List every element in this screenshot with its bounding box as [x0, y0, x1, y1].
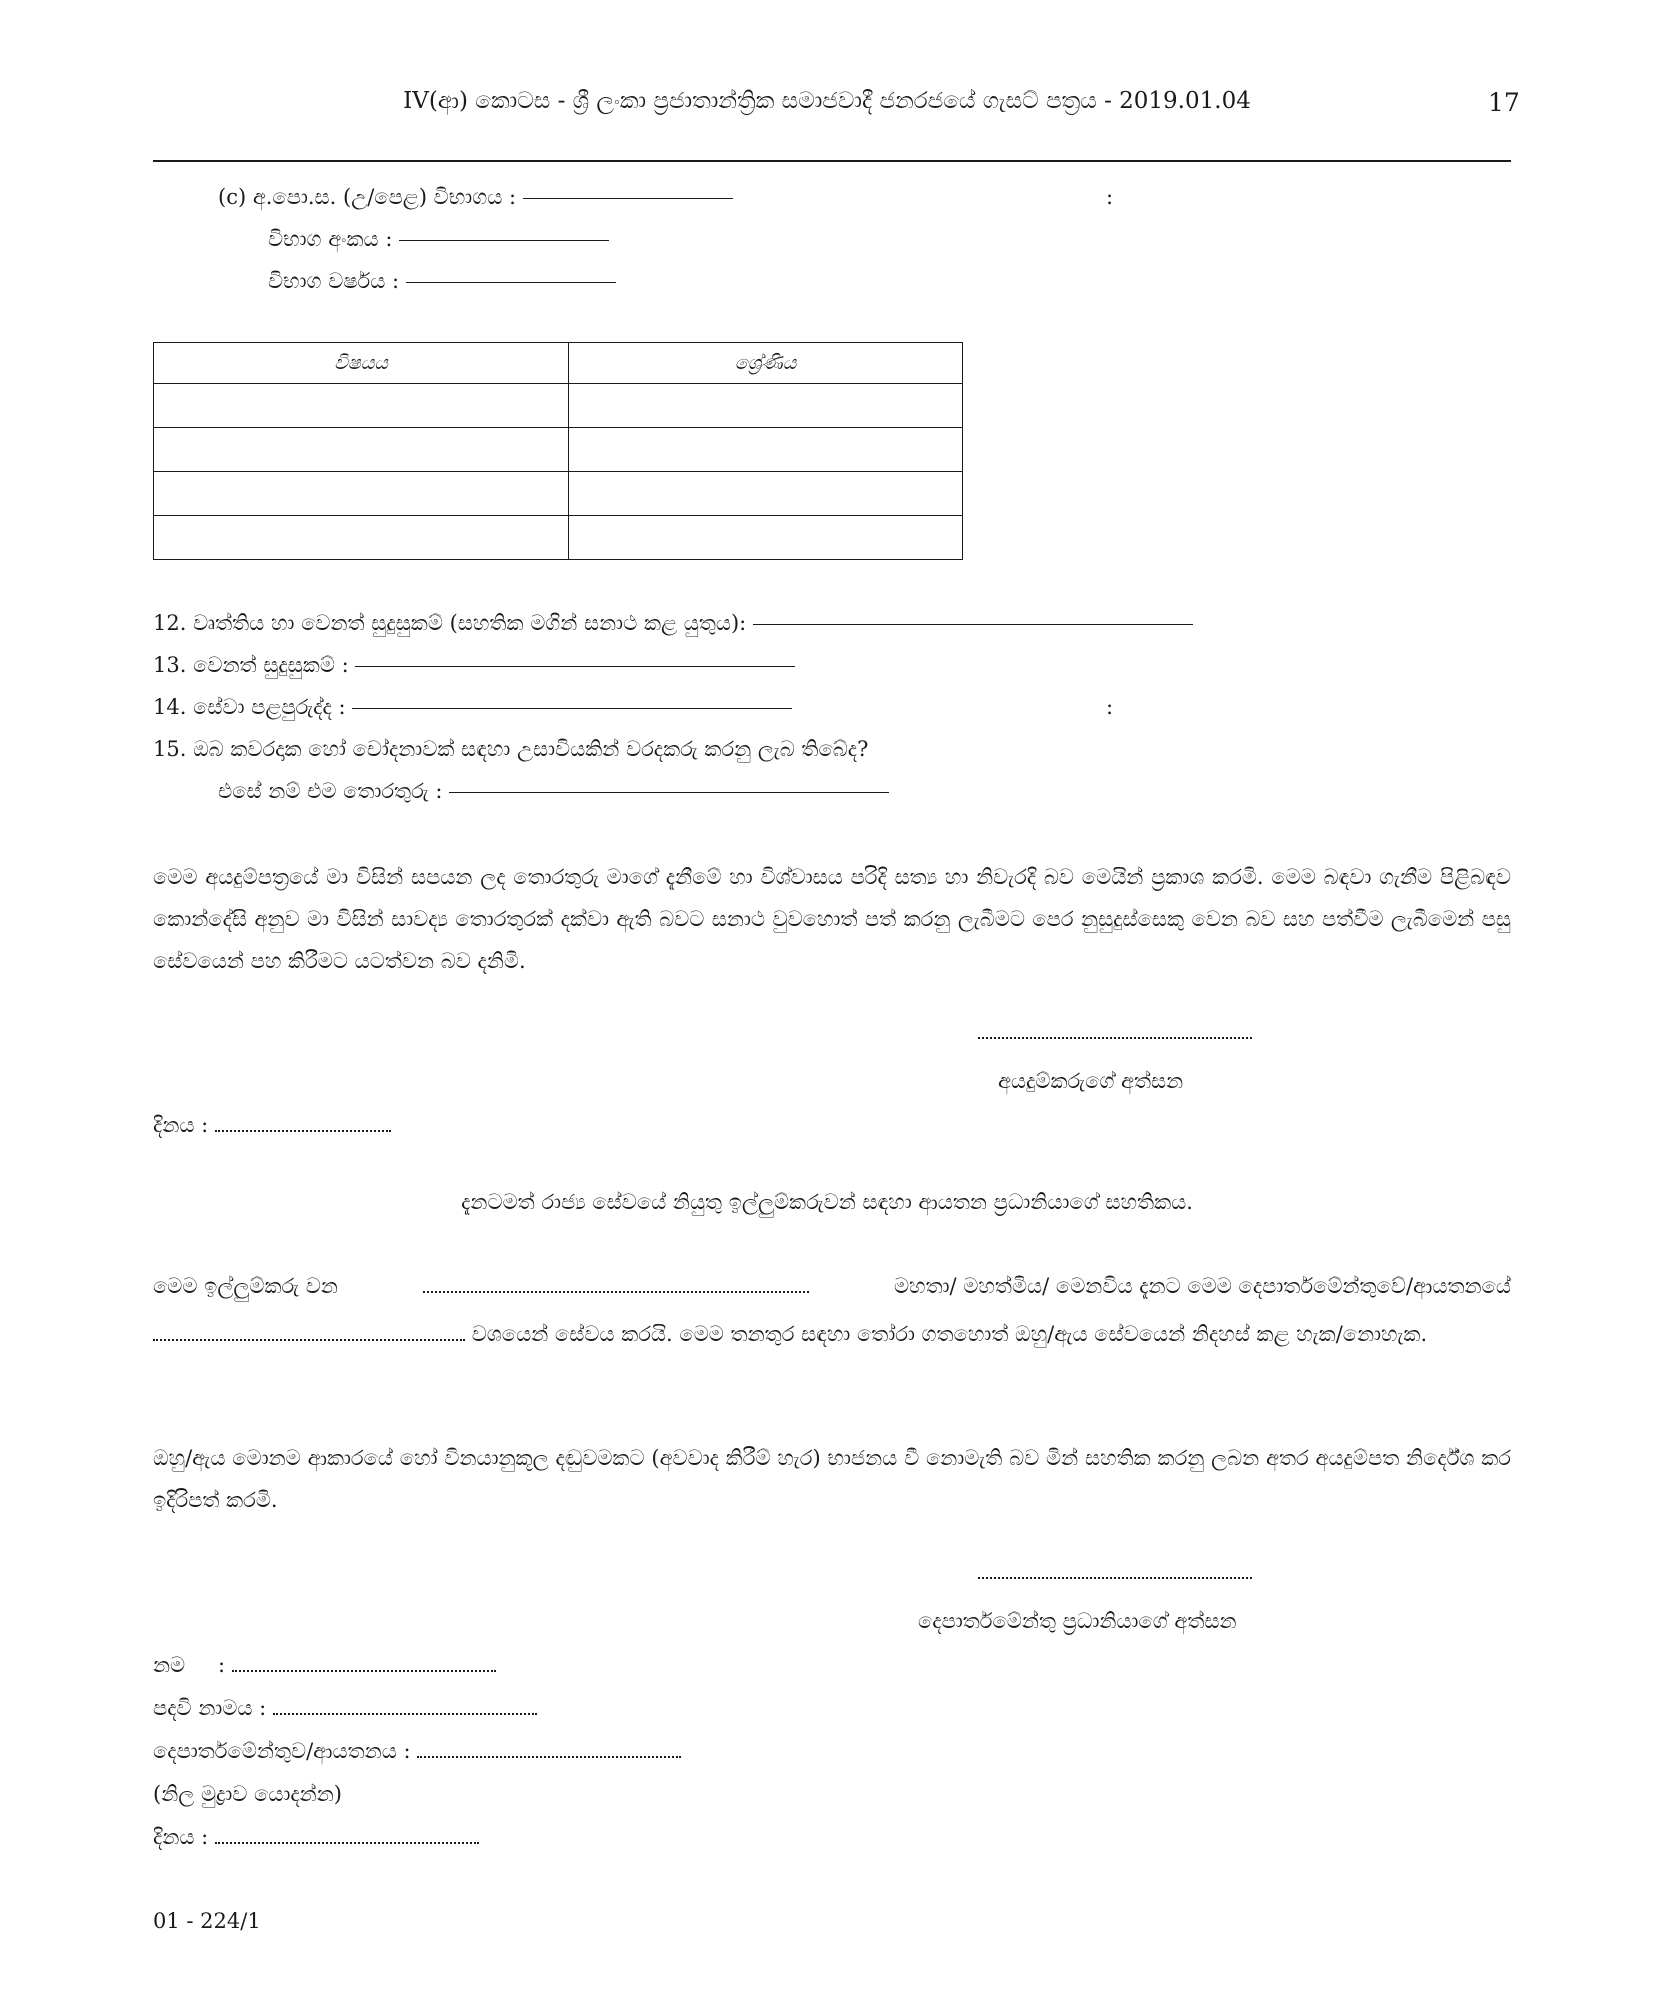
name-label: නම: [153, 1653, 186, 1677]
question-12-blank: [753, 624, 1193, 625]
question-13-blank: [355, 666, 795, 667]
applicant-signature-line: [978, 1024, 1252, 1043]
question-13-label: 13. වෙනත් සුදුසුකම් :: [153, 653, 349, 677]
exam-year-blank: [406, 282, 616, 283]
table-row: [154, 384, 963, 428]
subject-grade-table: [153, 342, 963, 560]
subject-cell[interactable]: [154, 384, 569, 428]
exam-al-colon: :: [1106, 185, 1114, 209]
name-blank: [232, 1666, 496, 1672]
table-row: [154, 428, 963, 472]
question-12-label: 12. වෘත්තිය හා වෙනත් සුදුසුකම් (සහතික මගින් සනාථ කළ යුතුය):: [153, 611, 747, 635]
designation-label: පදවි නාමය :: [153, 1696, 267, 1720]
table-row: [154, 472, 963, 516]
head-date-blank: [215, 1838, 479, 1844]
certificate-p1-end: වශයෙන් සේවය කරයි. මෙම තනතුර සඳහා තෝරා ගතහොත් ඔහු/ඇය සේවයෙන් නිදහස් කළ හැක/නොහැක.: [471, 1322, 1428, 1346]
certificate-p1-line1: [153, 1271, 1511, 1301]
designation-blank: [273, 1709, 537, 1715]
subject-cell[interactable]: [154, 516, 569, 560]
applicant-date-row: [153, 1110, 391, 1140]
subject-column-header: විෂයය: [154, 343, 569, 384]
question-14-row: [153, 692, 792, 722]
exam-index-label: විභාග අංකය :: [268, 227, 393, 251]
certificate-p1-mid: මහතා/ මහත්මිය/ මෙනවිය දැනට මෙම දෙපාර්තමේන්තුවේ/ආයතනයේ: [893, 1274, 1511, 1298]
name-row: [153, 1650, 185, 1680]
subject-cell[interactable]: [154, 428, 569, 472]
question-15-sub-label: එසේ නම් එම තොරතුරු :: [218, 779, 443, 803]
exam-al-blank: [523, 198, 733, 199]
official-stamp-label: (නිල මුද්‍රාව යොදන්න): [153, 1782, 342, 1806]
applicant-signature-label: අයදුම්කරුගේ අත්සන: [998, 1069, 1184, 1093]
question-15-label: 15. ඔබ කවරදාක හෝ චෝදනාවක් සඳහා උසාවියකින් වරදකරු කරනු ලැබ තිබේද?: [153, 737, 869, 761]
exam-index-row: [268, 224, 609, 254]
header-divider: [153, 160, 1511, 162]
designation-row: [153, 1693, 537, 1723]
employee-post-blank: [153, 1335, 465, 1341]
exam-index-blank: [399, 240, 609, 241]
certificate-p1-rest: [153, 1313, 1511, 1355]
question-13-row: [153, 650, 795, 680]
department-label: දෙපාර්තමේන්තුව/ආයතනය :: [153, 1739, 411, 1763]
applicant-date-blank: [215, 1126, 391, 1132]
department-blank: [417, 1752, 681, 1758]
subject-cell[interactable]: [154, 472, 569, 516]
head-date-label: දිනය :: [153, 1825, 209, 1849]
footer-code: 01 - 224/1: [153, 1909, 261, 1933]
question-14-colon: :: [1106, 695, 1114, 719]
question-15-sub-row: [218, 776, 889, 806]
certificate-p1-start: මෙම ඉල්ලුම්කරු වන: [153, 1274, 338, 1298]
head-signature-label: දෙපාර්තමේන්තු ප්‍රධානියාගේ අත්සන: [918, 1609, 1237, 1633]
certificate-paragraph-2: ඔහු/ඇය මොනම ආකාරයේ හෝ විනයානුකූල දඬුවමකට (අවවාද කිරීම් හැර) භාජනය වී නොමැති බව මින් සහතික කරනු ලබන අතර අයදුම්පත නිර්දේශ කර ඉදිරිපත් කරමි.: [153, 1446, 1511, 1512]
table-row: [154, 516, 963, 560]
name-colon: :: [218, 1653, 226, 1677]
certificate-title: දැනටමත් රාජ්‍ය සේවයේ නියුතු ඉල්ලුම්කරුවන් සඳහා ආයතන ප්‍රධානියාගේ සහතිකය.: [461, 1190, 1193, 1214]
question-12-row: [153, 608, 1193, 638]
grade-cell[interactable]: [569, 472, 963, 516]
question-14-blank: [352, 708, 792, 709]
grade-cell[interactable]: [569, 516, 963, 560]
exam-year-row: [268, 266, 616, 296]
employee-name-blank: [423, 1287, 809, 1293]
table-header-row: [154, 343, 963, 384]
department-row: [153, 1736, 681, 1766]
gazette-header-title: IV(ආ) කොටස - ශ්‍රී ලංකා ප්‍රජාතාන්ත්‍රික සමාජවාදී ජනරජයේ ගැසට් පත්‍රය - 2019.01.04: [403, 88, 1251, 114]
question-15-blank: [449, 792, 889, 793]
grade-column-header: ශ්‍රේණිය: [569, 343, 963, 384]
grade-cell[interactable]: [569, 384, 963, 428]
head-date-row: [153, 1822, 479, 1852]
grade-cell[interactable]: [569, 428, 963, 472]
exam-al-label: (c) අ.පො.ස. (උ/පෙළ) විභාගය :: [218, 185, 517, 209]
declaration-paragraph: මෙම අයදුම්පත්‍රයේ මා විසින් සපයන ලද තොරතුරු මාගේ දැනීමේ හා විශ්වාසය පරිදි සත්‍ය හා නිවැරදි බව මෙයින් ප්‍රකාශ කරමි. මෙම බඳවා ගැනීම පිළිබඳව කොන්දේසි අනුව මා විසින් සාවද්‍ය තොරතුරක් දක්වා ඇති බවට සනාථ වුවහොත් පත් කරනු ලැබීමට පෙර නුසුදුස්සෙකු වෙන බව සහ පත්වීම ලැබීමෙන් පසු සේවයෙන් පහ කිරීමට යටත්වන බව දනිමි.: [153, 865, 1511, 973]
exam-al-row: [218, 182, 733, 212]
page-number: 17: [1488, 88, 1520, 117]
question-14-label: 14. සේවා පළපුරුද්ද :: [153, 695, 346, 719]
name-field-row: [218, 1650, 496, 1680]
applicant-date-label: දිනය :: [153, 1113, 209, 1137]
exam-year-label: විභාග වර්ෂය :: [268, 269, 400, 293]
head-signature-line: [978, 1564, 1252, 1583]
